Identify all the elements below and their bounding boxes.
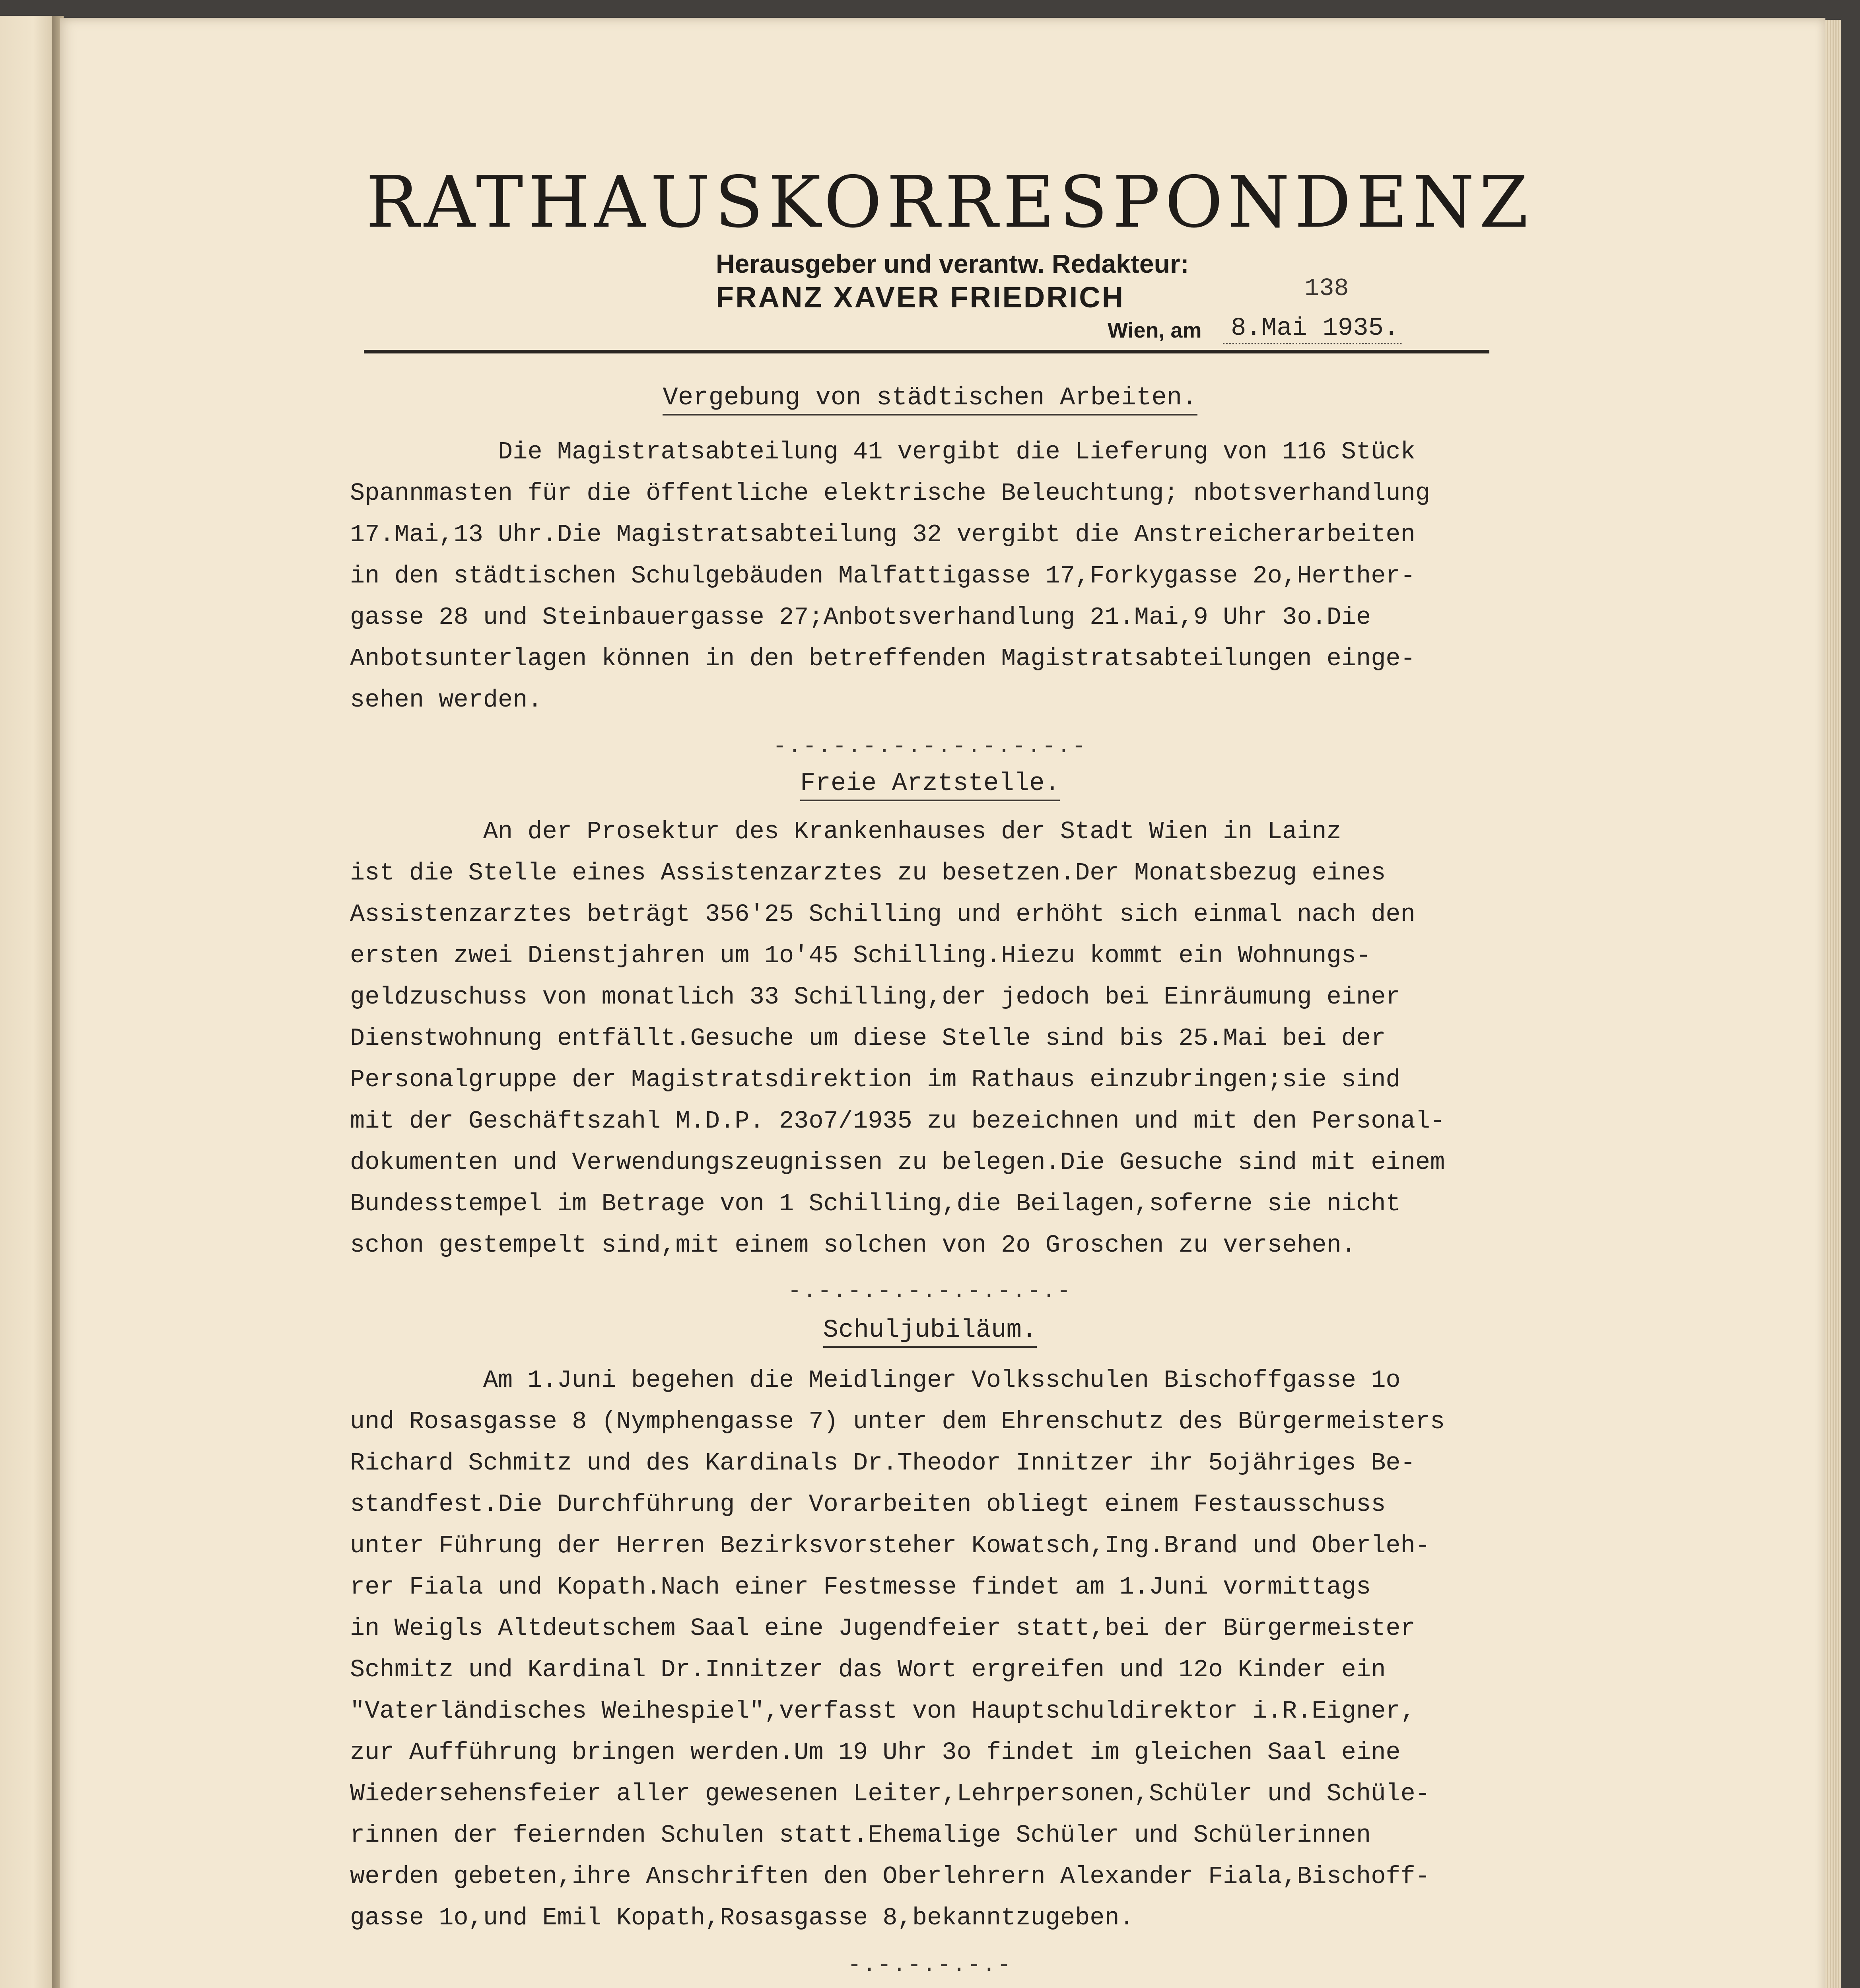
section-separator: -.-.-.-.-.-.-.-.-.- bbox=[788, 1278, 1072, 1304]
section-body: An der Prosektur des Krankenhauses der Stadt Wien in Lainz ist die Stelle eines Assistenzarztes zu besetzen.Der Monatsbezug eines Assistenzarztes beträgt 356'25 Schilling und erhöht sich einmal nach den ersten zwei Dienstjahren um 1o'45 Schilling.Hiezu kommt ein Wohnungs- geldzuschuss von monatlich 33 Schilling,der jedoch bei Einräumung einer Dienstwohnung entfällt.Gesuche um diese Stelle sind bis 25.Mai bei der Personalgruppe der Magistratsdirektion im Rathaus einzubringen;sie sind mit der Geschäftszahl M.D.P. 23o7/1935 zu bezeichnen und mit den Personal- dokumenten und Verwendungszeugnissen zu belegen.Die Gesuche sind mit einem Bundesstempel im Betrage von 1 Schilling,die Beilagen,soferne sie nicht schon gestempelt sind,mit einem solchen von 2o Groschen zu versehen. bbox=[350, 817, 1445, 1259]
section-separator: -.-.-.-.-.- bbox=[847, 1952, 1013, 1978]
editor-name: FRANZ XAVER FRIEDRICH bbox=[716, 281, 1125, 314]
section-separator: -.-.-.-.-.-.-.-.-.-.- bbox=[773, 734, 1087, 759]
section-body: Die Magistratsabteilung 41 vergibt die Lieferung von 116 Stück Spannmasten für die öffentliche elektrische Beleuchtung; nbotsverhandlung 17.Mai,13 Uhr.Die Magistratsabteilung 32 vergibt die Anstreicherarbeiten in den städtischen Schulgebäuden Malfattigasse 17,Forkygasse 2o,Herther- gasse 28 und Steinbauergasse 27;Anbotsverhandlung 21.Mai,9 Uhr 3o.Die Anbotsunterlagen können in den betreffenden Magistratsabteilungen einge- sehen werden. bbox=[350, 438, 1430, 714]
section-heading: Vergebung von städtischen Arbeiten. bbox=[0, 384, 1860, 412]
section-heading: Schuljubiläum. bbox=[0, 1316, 1860, 1345]
issue-date: 8.Mai 1935. bbox=[1223, 314, 1402, 344]
facing-page-edge bbox=[0, 16, 56, 1988]
page-number: 138 bbox=[1304, 274, 1349, 303]
page-stack-edge bbox=[1825, 20, 1841, 1988]
section-body: Am 1.Juni begehen die Meidlinger Volksschulen Bischoffgasse 1o und Rosasgasse 8 (Nymphengasse 7) unter dem Ehrenschutz des Bürgermeisters Richard Schmitz und des Kardinals Dr.Theodor Innitzer ihr 5ojähriges Be- standfest.Die Durchführung der Vorarbeiten obliegt einem Festausschuss unter Führung der Herren Bezirksvorsteher Kowatsch,Ing.Brand und Oberleh- rer Fiala und Kopath.Nach einer Festmesse findet am 1.Juni vormittags in Weigls Altdeutschem Saal eine Jugendfeier statt,bei der Bürgermeister Schmitz und Kardinal Dr.Innitzer das Wort ergreifen und 12o Kinder ein "Vaterländisches Weihespiel",verfasst von Hauptschuldirektor i.R.Eigner, zur Aufführung bringen werden.Um 19 Uhr 3o findet im gleichen Saal eine Wiedersehensfeier aller gewesenen Leiter,Lehrpersonen,Schüler und Schüle- rinnen der feiernden Schulen statt.Ehemalige Schüler und Schülerinnen werden gebeten,ihre Anschriften den Oberlehrern Alexander Fiala,Bischoff- gasse 1o,und Emil Kopath,Rosasgasse 8,bekanntzugeben. bbox=[350, 1366, 1445, 1932]
masthead-title: RATHAUSKORRESPONDENZ bbox=[366, 161, 1533, 243]
section-heading: Freie Arztstelle. bbox=[0, 769, 1860, 798]
masthead-rule bbox=[364, 350, 1489, 353]
editor-label: Herausgeber und verantw. Redakteur: bbox=[716, 249, 1189, 278]
place-label: Wien, am bbox=[1108, 318, 1202, 342]
